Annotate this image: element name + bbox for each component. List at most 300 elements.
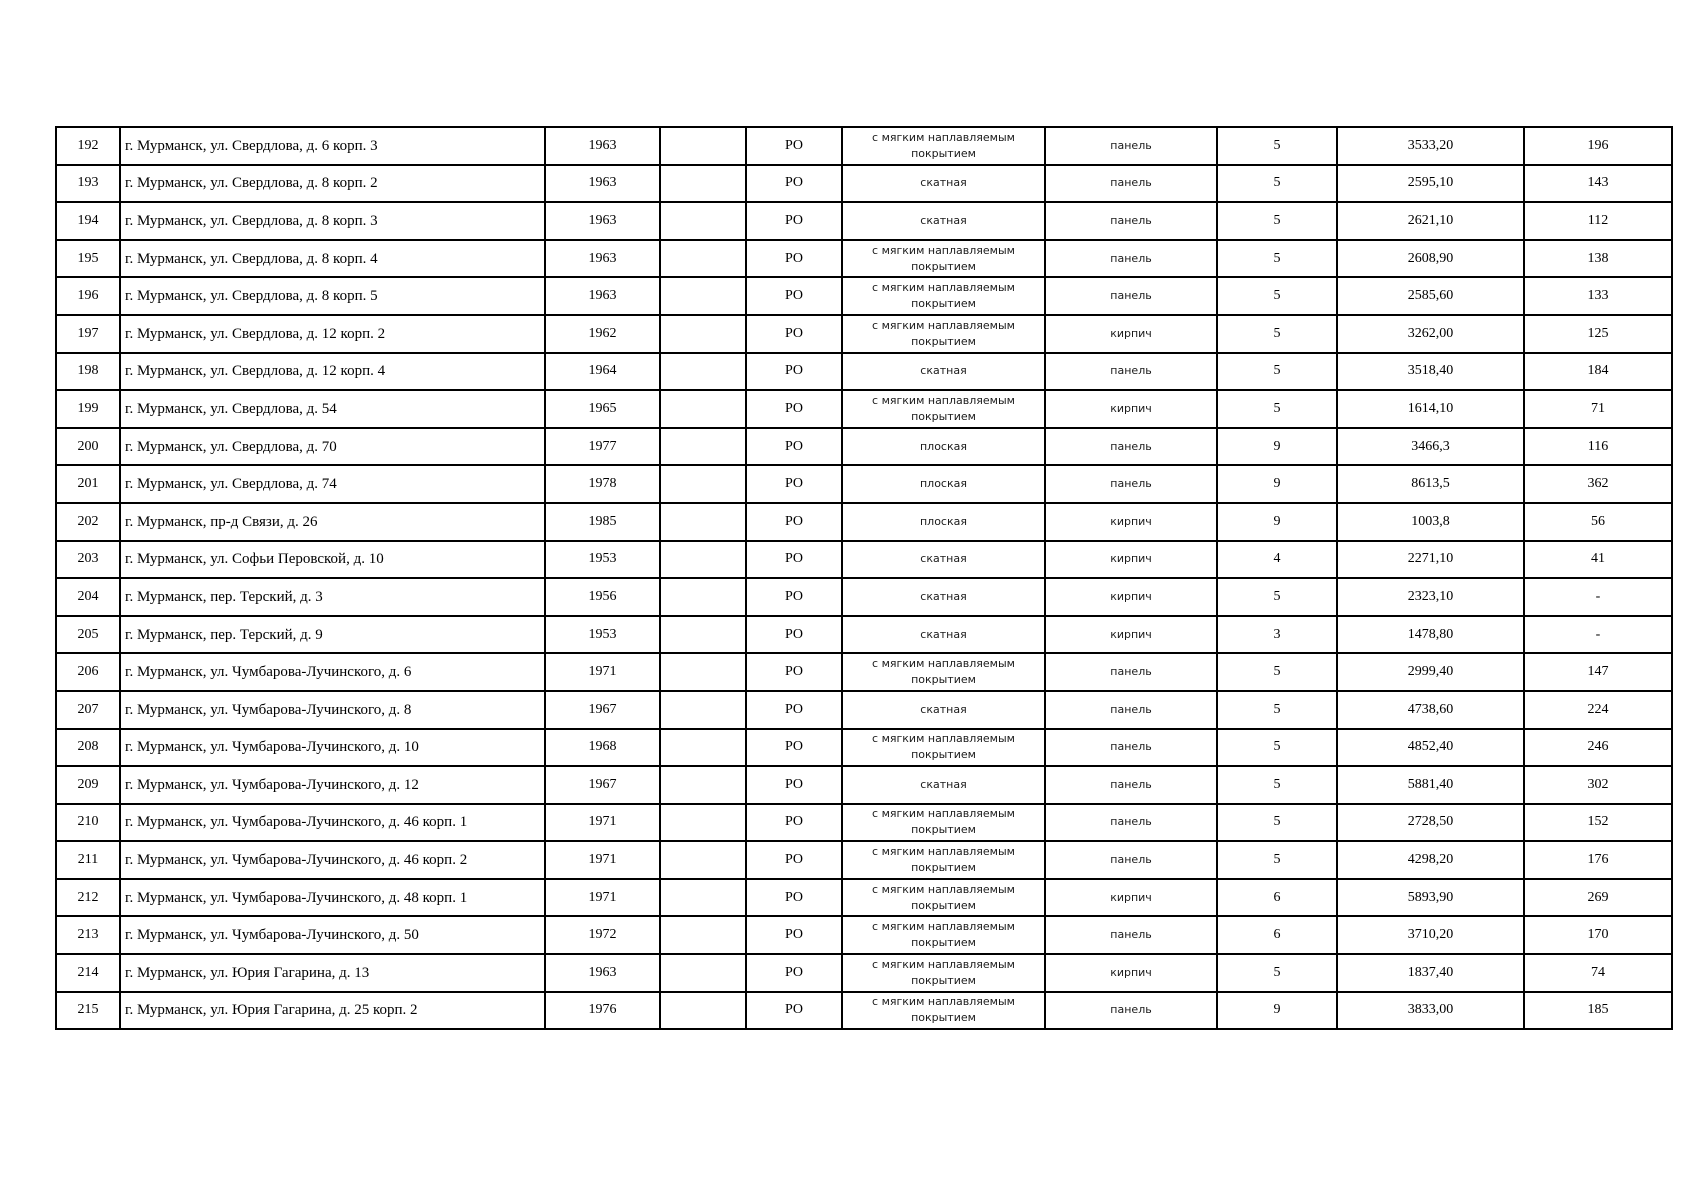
address-cell: г. Мурманск, ул. Свердлова, д. 54 [120, 390, 545, 428]
floors-cell: 5 [1217, 240, 1337, 278]
program-cell: РО [746, 465, 842, 503]
empty-cell [660, 353, 746, 391]
roof-type-line: с мягким наплавляемым [872, 807, 1015, 821]
year-built-cell: 1953 [545, 541, 660, 579]
program-cell: РО [746, 428, 842, 466]
area-cell: 2323,10 [1337, 578, 1524, 616]
area-cell: 3518,40 [1337, 353, 1524, 391]
year-built-cell: 1968 [545, 729, 660, 767]
residents-cell: 125 [1524, 315, 1672, 353]
row-number-cell: 208 [56, 729, 120, 767]
floors-cell: 5 [1217, 390, 1337, 428]
table-row [56, 165, 1672, 203]
roof-type-line: с мягким наплавляемым [872, 845, 1015, 859]
empty-cell [660, 578, 746, 616]
residents-cell: 362 [1524, 465, 1672, 503]
area-cell: 8613,5 [1337, 465, 1524, 503]
area-cell: 2271,10 [1337, 541, 1524, 579]
row-number-cell: 203 [56, 541, 120, 579]
housing-registry-table [55, 126, 1673, 1030]
wall-material-cell: панель [1045, 691, 1217, 729]
address-cell: г. Мурманск, ул. Свердлова, д. 6 корп. 3 [120, 127, 545, 165]
program-cell: РО [746, 240, 842, 278]
roof-type-line: с мягким наплавляемым [872, 995, 1015, 1009]
area-cell: 1478,80 [1337, 616, 1524, 654]
program-cell: РО [746, 729, 842, 767]
empty-cell [660, 127, 746, 165]
empty-cell [660, 616, 746, 654]
roof-type-line: скатная [920, 176, 967, 190]
residents-cell: 196 [1524, 127, 1672, 165]
roof-type-cell [842, 804, 1045, 842]
empty-cell [660, 766, 746, 804]
table-row [56, 202, 1672, 240]
row-number-cell: 202 [56, 503, 120, 541]
wall-material-cell: панель [1045, 202, 1217, 240]
roof-type-line: покрытием [911, 334, 976, 348]
roof-type-cell [842, 315, 1045, 353]
program-cell: РО [746, 165, 842, 203]
roof-type-line: покрытием [911, 936, 976, 950]
empty-cell [660, 428, 746, 466]
address-cell: г. Мурманск, ул. Чумбарова-Лучинского, д. 46 корп. 1 [120, 804, 545, 842]
wall-material-cell: кирпич [1045, 315, 1217, 353]
address-cell: г. Мурманск, ул. Свердлова, д. 8 корп. 3 [120, 202, 545, 240]
roof-type-line: с мягким наплавляемым [872, 732, 1015, 746]
floors-cell: 9 [1217, 503, 1337, 541]
roof-type-cell [842, 954, 1045, 992]
table-row [56, 691, 1672, 729]
row-number-cell: 194 [56, 202, 120, 240]
empty-cell [660, 503, 746, 541]
roof-type-line: покрытием [911, 146, 976, 160]
roof-type-line: покрытием [911, 898, 976, 912]
row-number-cell: 200 [56, 428, 120, 466]
table-row [56, 916, 1672, 954]
empty-cell [660, 465, 746, 503]
roof-type-line: с мягким наплавляемым [872, 957, 1015, 971]
table-row [56, 541, 1672, 579]
address-cell: г. Мурманск, ул. Свердлова, д. 12 корп. 4 [120, 353, 545, 391]
program-cell: РО [746, 353, 842, 391]
floors-cell: 6 [1217, 879, 1337, 917]
area-cell: 2728,50 [1337, 804, 1524, 842]
empty-cell [660, 315, 746, 353]
row-number-cell: 195 [56, 240, 120, 278]
wall-material-cell: панель [1045, 992, 1217, 1030]
program-cell: РО [746, 503, 842, 541]
residents-cell: 112 [1524, 202, 1672, 240]
address-cell: г. Мурманск, ул. Свердлова, д. 12 корп. 2 [120, 315, 545, 353]
empty-cell [660, 916, 746, 954]
area-cell: 4738,60 [1337, 691, 1524, 729]
address-cell: г. Мурманск, ул. Чумбарова-Лучинского, д. 50 [120, 916, 545, 954]
program-cell: РО [746, 127, 842, 165]
area-cell: 3262,00 [1337, 315, 1524, 353]
empty-cell [660, 992, 746, 1030]
row-number-cell: 193 [56, 165, 120, 203]
roof-type-line: покрытием [911, 259, 976, 273]
floors-cell: 5 [1217, 841, 1337, 879]
area-cell: 5893,90 [1337, 879, 1524, 917]
empty-cell [660, 541, 746, 579]
year-built-cell: 1971 [545, 841, 660, 879]
row-number-cell: 197 [56, 315, 120, 353]
year-built-cell: 1967 [545, 691, 660, 729]
floors-cell: 5 [1217, 202, 1337, 240]
row-number-cell: 196 [56, 277, 120, 315]
residents-cell: 184 [1524, 353, 1672, 391]
address-cell: г. Мурманск, ул. Чумбарова-Лучинского, д. 6 [120, 653, 545, 691]
year-built-cell: 1976 [545, 992, 660, 1030]
address-cell: г. Мурманск, ул. Чумбарова-Лучинского, д. 48 корп. 1 [120, 879, 545, 917]
table-row [56, 766, 1672, 804]
program-cell: РО [746, 954, 842, 992]
roof-type-cell [842, 353, 1045, 391]
program-cell: РО [746, 879, 842, 917]
empty-cell [660, 691, 746, 729]
row-number-cell: 207 [56, 691, 120, 729]
address-cell: г. Мурманск, ул. Свердлова, д. 8 корп. 2 [120, 165, 545, 203]
empty-cell [660, 879, 746, 917]
area-cell: 3710,20 [1337, 916, 1524, 954]
table-row [56, 465, 1672, 503]
residents-cell: 170 [1524, 916, 1672, 954]
residents-cell: 302 [1524, 766, 1672, 804]
wall-material-cell: кирпич [1045, 503, 1217, 541]
address-cell: г. Мурманск, пер. Терский, д. 3 [120, 578, 545, 616]
roof-type-line: покрытием [911, 673, 976, 687]
roof-type-cell [842, 127, 1045, 165]
table-row [56, 653, 1672, 691]
area-cell: 2621,10 [1337, 202, 1524, 240]
residents-cell: 74 [1524, 954, 1672, 992]
year-built-cell: 1978 [545, 465, 660, 503]
roof-type-line: покрытием [911, 1011, 976, 1025]
roof-type-line: покрытием [911, 823, 976, 837]
wall-material-cell: панель [1045, 353, 1217, 391]
address-cell: г. Мурманск, ул. Юрия Гагарина, д. 13 [120, 954, 545, 992]
floors-cell: 5 [1217, 804, 1337, 842]
roof-type-line: покрытием [911, 409, 976, 423]
table-row [56, 879, 1672, 917]
residents-cell: - [1524, 616, 1672, 654]
roof-type-line: скатная [920, 213, 967, 227]
area-cell: 3533,20 [1337, 127, 1524, 165]
wall-material-cell: кирпич [1045, 541, 1217, 579]
area-cell: 2999,40 [1337, 653, 1524, 691]
roof-type-line: покрытием [911, 748, 976, 762]
wall-material-cell: панель [1045, 804, 1217, 842]
program-cell: РО [746, 315, 842, 353]
residents-cell: - [1524, 578, 1672, 616]
year-built-cell: 1953 [545, 616, 660, 654]
year-built-cell: 1963 [545, 202, 660, 240]
row-number-cell: 205 [56, 616, 120, 654]
table-row [56, 353, 1672, 391]
table-body [56, 127, 1672, 1029]
year-built-cell: 1963 [545, 277, 660, 315]
address-cell: г. Мурманск, ул. Чумбарова-Лучинского, д. 10 [120, 729, 545, 767]
roof-type-line: скатная [920, 552, 967, 566]
table-row [56, 503, 1672, 541]
year-built-cell: 1971 [545, 804, 660, 842]
residents-cell: 143 [1524, 165, 1672, 203]
roof-type-cell [842, 916, 1045, 954]
wall-material-cell: панель [1045, 127, 1217, 165]
floors-cell: 5 [1217, 127, 1337, 165]
address-cell: г. Мурманск, ул. Свердлова, д. 70 [120, 428, 545, 466]
roof-type-cell [842, 653, 1045, 691]
roof-type-line: скатная [920, 589, 967, 603]
residents-cell: 116 [1524, 428, 1672, 466]
program-cell: РО [746, 653, 842, 691]
residents-cell: 269 [1524, 879, 1672, 917]
table-row [56, 240, 1672, 278]
wall-material-cell: кирпич [1045, 390, 1217, 428]
floors-cell: 9 [1217, 992, 1337, 1030]
year-built-cell: 1985 [545, 503, 660, 541]
program-cell: РО [746, 916, 842, 954]
floors-cell: 5 [1217, 165, 1337, 203]
wall-material-cell: панель [1045, 428, 1217, 466]
roof-type-cell [842, 390, 1045, 428]
wall-material-cell: панель [1045, 916, 1217, 954]
table-row [56, 578, 1672, 616]
area-cell: 3833,00 [1337, 992, 1524, 1030]
empty-cell [660, 804, 746, 842]
roof-type-cell [842, 541, 1045, 579]
roof-type-line: покрытием [911, 297, 976, 311]
floors-cell: 5 [1217, 277, 1337, 315]
floors-cell: 5 [1217, 315, 1337, 353]
empty-cell [660, 841, 746, 879]
row-number-cell: 215 [56, 992, 120, 1030]
roof-type-cell [842, 729, 1045, 767]
roof-type-line: скатная [920, 627, 967, 641]
address-cell: г. Мурманск, ул. Свердлова, д. 74 [120, 465, 545, 503]
address-cell: г. Мурманск, ул. Свердлова, д. 8 корп. 5 [120, 277, 545, 315]
roof-type-line: плоская [919, 477, 967, 491]
year-built-cell: 1971 [545, 879, 660, 917]
row-number-cell: 201 [56, 465, 120, 503]
empty-cell [660, 277, 746, 315]
area-cell: 3466,3 [1337, 428, 1524, 466]
table-row [56, 616, 1672, 654]
row-number-cell: 199 [56, 390, 120, 428]
roof-type-cell [842, 465, 1045, 503]
program-cell: РО [746, 992, 842, 1030]
floors-cell: 5 [1217, 729, 1337, 767]
floors-cell: 5 [1217, 353, 1337, 391]
program-cell: РО [746, 766, 842, 804]
roof-type-line: с мягким наплавляемым [872, 657, 1015, 671]
roof-type-line: с мягким наплавляемым [872, 318, 1015, 332]
wall-material-cell: кирпич [1045, 879, 1217, 917]
roof-type-cell [842, 202, 1045, 240]
roof-type-line: скатная [920, 702, 967, 716]
roof-type-cell [842, 691, 1045, 729]
program-cell: РО [746, 804, 842, 842]
floors-cell: 5 [1217, 578, 1337, 616]
area-cell: 1003,8 [1337, 503, 1524, 541]
address-cell: г. Мурманск, пер. Терский, д. 9 [120, 616, 545, 654]
residents-cell: 176 [1524, 841, 1672, 879]
address-cell: г. Мурманск, ул. Чумбарова-Лучинского, д. 8 [120, 691, 545, 729]
year-built-cell: 1977 [545, 428, 660, 466]
wall-material-cell: панель [1045, 653, 1217, 691]
table-row [56, 992, 1672, 1030]
address-cell: г. Мурманск, ул. Чумбарова-Лучинского, д. 46 корп. 2 [120, 841, 545, 879]
row-number-cell: 206 [56, 653, 120, 691]
program-cell: РО [746, 841, 842, 879]
row-number-cell: 209 [56, 766, 120, 804]
residents-cell: 246 [1524, 729, 1672, 767]
residents-cell: 56 [1524, 503, 1672, 541]
roof-type-cell [842, 879, 1045, 917]
residents-cell: 138 [1524, 240, 1672, 278]
area-cell: 2595,10 [1337, 165, 1524, 203]
floors-cell: 6 [1217, 916, 1337, 954]
row-number-cell: 213 [56, 916, 120, 954]
roof-type-cell [842, 616, 1045, 654]
area-cell: 1837,40 [1337, 954, 1524, 992]
wall-material-cell: панель [1045, 729, 1217, 767]
area-cell: 4298,20 [1337, 841, 1524, 879]
area-cell: 4852,40 [1337, 729, 1524, 767]
empty-cell [660, 954, 746, 992]
row-number-cell: 214 [56, 954, 120, 992]
roof-type-line: с мягким наплавляемым [872, 393, 1015, 407]
program-cell: РО [746, 578, 842, 616]
table-row [56, 127, 1672, 165]
roof-type-line: с мягким наплавляемым [872, 281, 1015, 295]
table-row [56, 954, 1672, 992]
year-built-cell: 1972 [545, 916, 660, 954]
roof-type-cell [842, 841, 1045, 879]
program-cell: РО [746, 277, 842, 315]
year-built-cell: 1965 [545, 390, 660, 428]
empty-cell [660, 729, 746, 767]
empty-cell [660, 240, 746, 278]
roof-type-line: с мягким наплавляемым [872, 920, 1015, 934]
year-built-cell: 1963 [545, 165, 660, 203]
wall-material-cell: кирпич [1045, 954, 1217, 992]
year-built-cell: 1956 [545, 578, 660, 616]
wall-material-cell: панель [1045, 277, 1217, 315]
roof-type-line: с мягким наплавляемым [872, 243, 1015, 257]
area-cell: 5881,40 [1337, 766, 1524, 804]
row-number-cell: 210 [56, 804, 120, 842]
residents-cell: 41 [1524, 541, 1672, 579]
roof-type-cell [842, 428, 1045, 466]
wall-material-cell: кирпич [1045, 578, 1217, 616]
roof-type-cell [842, 766, 1045, 804]
wall-material-cell: панель [1045, 240, 1217, 278]
area-cell: 2608,90 [1337, 240, 1524, 278]
wall-material-cell: кирпич [1045, 616, 1217, 654]
table-row [56, 729, 1672, 767]
wall-material-cell: панель [1045, 465, 1217, 503]
roof-type-line: скатная [920, 364, 967, 378]
program-cell: РО [746, 390, 842, 428]
program-cell: РО [746, 541, 842, 579]
table-row [56, 804, 1672, 842]
address-cell: г. Мурманск, ул. Юрия Гагарина, д. 25 корп. 2 [120, 992, 545, 1030]
row-number-cell: 212 [56, 879, 120, 917]
wall-material-cell: панель [1045, 165, 1217, 203]
address-cell: г. Мурманск, ул. Чумбарова-Лучинского, д. 12 [120, 766, 545, 804]
address-cell: г. Мурманск, ул. Софьи Перовской, д. 10 [120, 541, 545, 579]
row-number-cell: 204 [56, 578, 120, 616]
table-row [56, 841, 1672, 879]
roof-type-line: покрытием [911, 973, 976, 987]
roof-type-line: с мягким наплавляемым [872, 130, 1015, 144]
floors-cell: 5 [1217, 653, 1337, 691]
floors-cell: 4 [1217, 541, 1337, 579]
roof-type-cell [842, 165, 1045, 203]
roof-type-line: плоская [919, 514, 967, 528]
row-number-cell: 192 [56, 127, 120, 165]
roof-type-line: покрытием [911, 861, 976, 875]
year-built-cell: 1963 [545, 954, 660, 992]
residents-cell: 133 [1524, 277, 1672, 315]
empty-cell [660, 202, 746, 240]
roof-type-line: скатная [920, 777, 967, 791]
year-built-cell: 1971 [545, 653, 660, 691]
floors-cell: 3 [1217, 616, 1337, 654]
roof-type-line: плоская [919, 439, 967, 453]
floors-cell: 5 [1217, 691, 1337, 729]
year-built-cell: 1963 [545, 240, 660, 278]
row-number-cell: 198 [56, 353, 120, 391]
floors-cell: 5 [1217, 954, 1337, 992]
address-cell: г. Мурманск, пр-д Связи, д. 26 [120, 503, 545, 541]
empty-cell [660, 165, 746, 203]
roof-type-cell [842, 277, 1045, 315]
table-row [56, 390, 1672, 428]
row-number-cell: 211 [56, 841, 120, 879]
empty-cell [660, 390, 746, 428]
residents-cell: 152 [1524, 804, 1672, 842]
wall-material-cell: панель [1045, 841, 1217, 879]
residents-cell: 185 [1524, 992, 1672, 1030]
floors-cell: 5 [1217, 766, 1337, 804]
year-built-cell: 1962 [545, 315, 660, 353]
residents-cell: 147 [1524, 653, 1672, 691]
program-cell: РО [746, 202, 842, 240]
residents-cell: 224 [1524, 691, 1672, 729]
year-built-cell: 1964 [545, 353, 660, 391]
roof-type-cell [842, 240, 1045, 278]
table-row [56, 315, 1672, 353]
roof-type-cell [842, 992, 1045, 1030]
roof-type-cell [842, 503, 1045, 541]
area-cell: 1614,10 [1337, 390, 1524, 428]
address-cell: г. Мурманск, ул. Свердлова, д. 8 корп. 4 [120, 240, 545, 278]
program-cell: РО [746, 616, 842, 654]
area-cell: 2585,60 [1337, 277, 1524, 315]
year-built-cell: 1963 [545, 127, 660, 165]
year-built-cell: 1967 [545, 766, 660, 804]
wall-material-cell: панель [1045, 766, 1217, 804]
roof-type-line: с мягким наплавляемым [872, 882, 1015, 896]
roof-type-cell [842, 578, 1045, 616]
program-cell: РО [746, 691, 842, 729]
floors-cell: 9 [1217, 465, 1337, 503]
floors-cell: 9 [1217, 428, 1337, 466]
table-row [56, 277, 1672, 315]
